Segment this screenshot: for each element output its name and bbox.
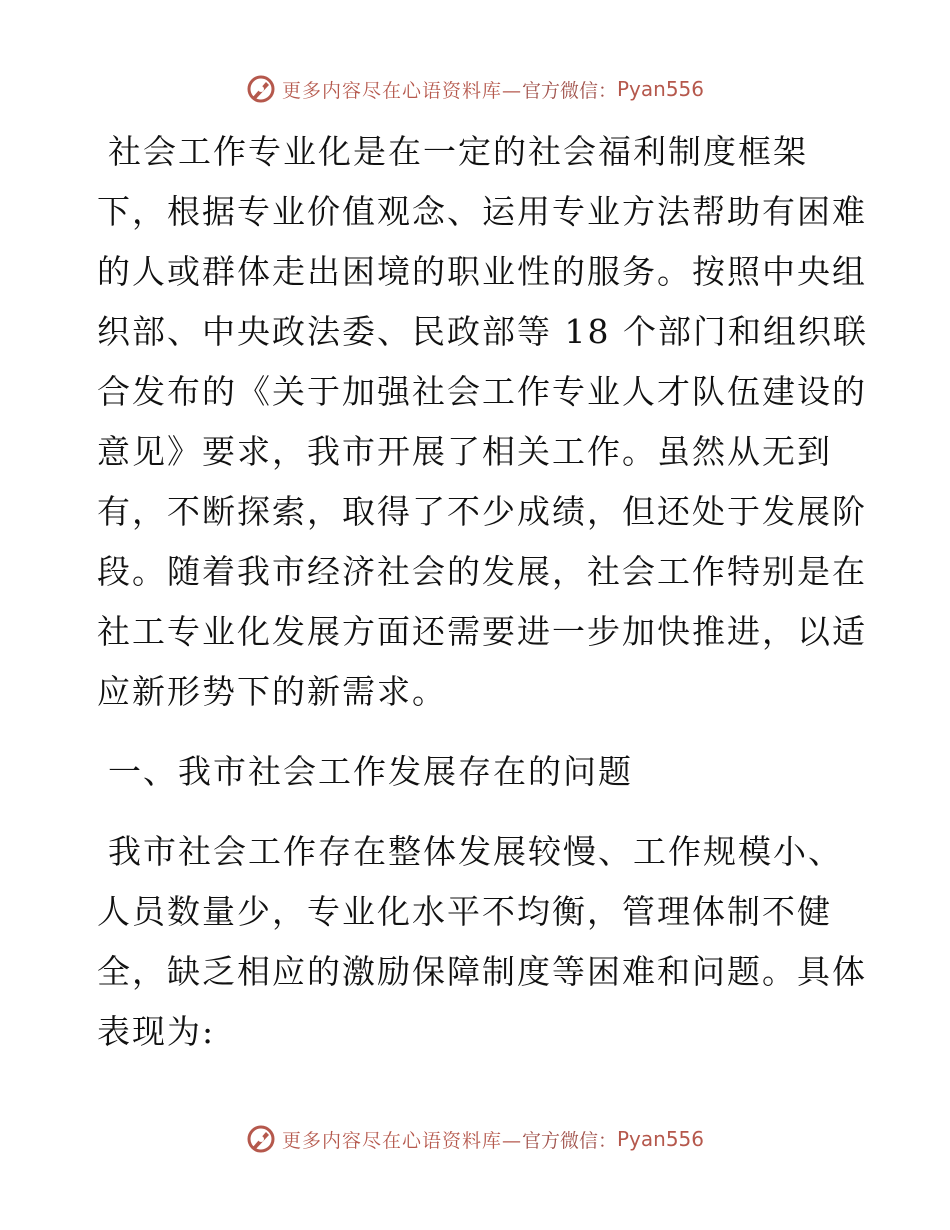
paragraph-line: 织部、中央政法委、民政部等 18 个部门和组织联 [97,312,868,351]
paragraph-line: 全，缺乏相应的激励保障制度等困难和问题。具体 [97,952,867,991]
paragraph-line: 合发布的《关于加强社会工作专业人才队伍建设的 [97,372,867,411]
watermark-right-text: 官方微信： [521,1129,617,1152]
watermark-wechat-id: Pyan556 [617,1127,705,1151]
watermark-right-text: 官方微信： [521,79,617,102]
paragraph-line: 人员数量少，专业化水平不均衡，管理体制不健 [97,892,832,931]
header-watermark [0,74,950,104]
paragraph-line: 意见》要求，我市开展了相关工作。虽然从无到 [97,432,832,471]
paragraph-line: 表现为: [97,1012,216,1051]
watermark-left-text: 更多内容尽在心语资料库— [281,79,522,102]
paragraph-line: 我市社会工作存在整体发展较慢、工作规模小、 [108,832,843,871]
paragraph-line: 段。随着我市经济社会的发展，社会工作特别是在 [97,552,867,591]
watermark-wechat-id: Pyan556 [617,77,705,101]
paragraph-line: 应新形势下的新需求。 [97,672,447,711]
paragraph-line: 社工专业化发展方面还需要进一步加快推进，以适 [97,612,867,651]
pen-logo-icon [246,1124,276,1154]
paragraph-line: 社会工作专业化是在一定的社会福利制度框架 [108,132,808,171]
footer-watermark [0,1124,950,1154]
section-heading: 一、我市社会工作发展存在的问题 [108,752,633,791]
paragraph-line: 的人或群体走出困境的职业性的服务。按照中央组 [97,252,867,291]
document-body [97,122,868,1062]
paragraph-line: 下，根据专业价值观念、运用专业方法帮助有困难 [97,192,867,231]
watermark-left-text: 更多内容尽在心语资料库— [281,1129,522,1152]
pen-logo-icon [246,74,276,104]
paragraph-line: 有，不断探索，取得了不少成绩，但还处于发展阶 [97,492,867,531]
